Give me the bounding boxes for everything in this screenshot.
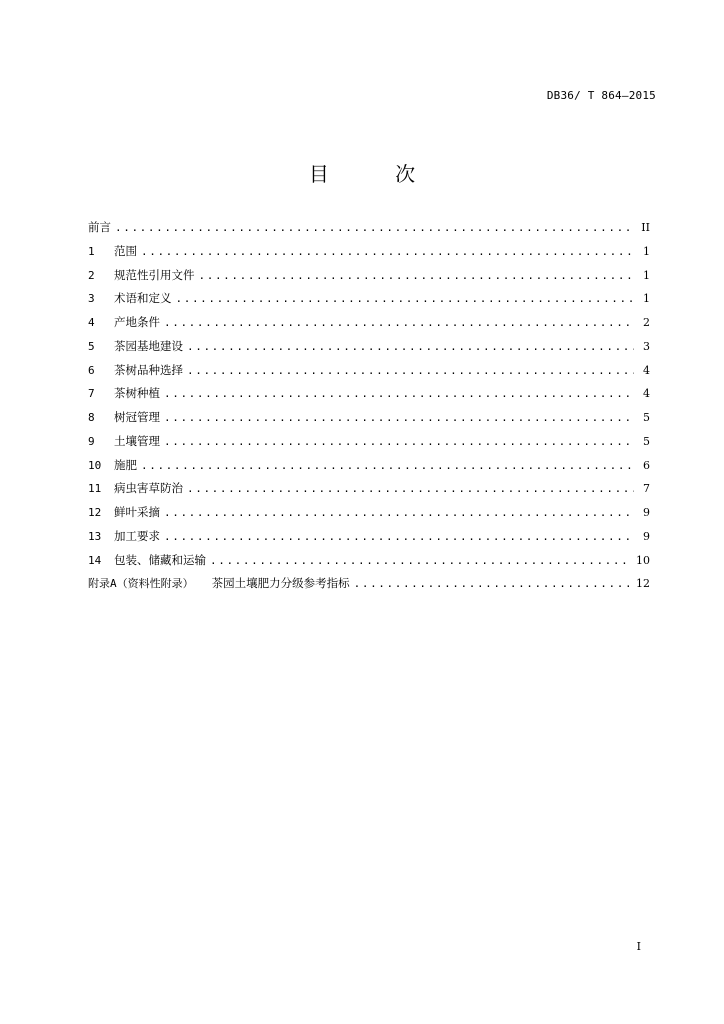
toc-entry-page: II <box>641 221 650 234</box>
toc-entry-number: 2 <box>88 268 95 282</box>
toc-entry-page: 6 <box>643 458 650 472</box>
toc-entry-number: 5 <box>88 339 95 353</box>
toc-entry[interactable] <box>88 216 650 240</box>
toc-dot-leader <box>176 287 635 311</box>
toc-entry-label <box>88 406 160 430</box>
toc-entry-label <box>88 287 172 311</box>
toc-entry-title: 土壤管理 <box>114 433 160 448</box>
toc-entry-title: 前言 <box>88 220 111 234</box>
toc-entry-label <box>88 430 160 454</box>
toc-entry-number: 12 <box>88 506 102 519</box>
toc-dot-leader <box>164 525 634 549</box>
toc-entry[interactable] <box>88 359 650 383</box>
toc-entry-number: 8 <box>88 411 95 424</box>
toc-entry[interactable] <box>88 454 650 478</box>
toc-entry[interactable] <box>88 311 650 335</box>
toc-entry[interactable] <box>88 430 650 454</box>
toc-entry-title: 树冠管理 <box>114 410 160 424</box>
toc-entry-number: 10 <box>88 458 102 472</box>
toc-entry-page: 1 <box>643 268 650 282</box>
toc-dot-leader <box>354 572 630 596</box>
toc-entry[interactable] <box>88 240 650 264</box>
toc-entry-number: 3 <box>88 292 95 306</box>
toc-entry[interactable] <box>88 406 650 430</box>
toc-dot-leader <box>187 477 634 501</box>
toc-entry-page: 3 <box>643 339 650 353</box>
toc-entry-number: 附录A（资料性附录） <box>88 577 194 591</box>
toc-dot-leader <box>164 406 634 430</box>
toc-entry-title: 规范性引用文件 <box>114 267 195 282</box>
toc-entry[interactable] <box>88 287 650 311</box>
toc-dot-leader <box>141 240 634 264</box>
toc-entry-title: 加工要求 <box>114 528 160 543</box>
toc-entry[interactable] <box>88 525 650 549</box>
toc-entry-number: 13 <box>88 529 102 543</box>
toc-entry-number: 1 <box>88 244 95 258</box>
toc-entry-label <box>88 501 160 525</box>
toc-entry-page: 5 <box>643 434 650 448</box>
toc-entry-title: 鲜叶采摘 <box>114 505 160 519</box>
toc-dot-leader <box>115 216 634 240</box>
toc-entry-page: 4 <box>643 387 650 401</box>
toc-entry-title: 范围 <box>114 243 137 258</box>
toc-entry-title: 包装、储藏和运输 <box>114 552 206 567</box>
toc-dot-leader <box>164 501 634 525</box>
toc-entry-label <box>88 572 350 596</box>
toc-entry-page: 12 <box>636 577 650 591</box>
toc-entry-label <box>88 477 183 501</box>
toc-entry-page: 4 <box>643 363 650 377</box>
toc-entry-page: 2 <box>643 316 650 329</box>
toc-entry-page: 9 <box>643 529 650 543</box>
toc-entry-page: 9 <box>643 506 650 519</box>
toc-entry-label <box>88 264 195 288</box>
toc-dot-leader <box>164 430 634 454</box>
toc-entry-number: 14 <box>88 553 102 567</box>
toc-dot-leader <box>187 359 634 383</box>
toc-dot-leader <box>210 549 630 573</box>
toc-entry-title: 术语和定义 <box>114 291 172 306</box>
toc-entry-label <box>88 335 183 359</box>
toc-entry[interactable] <box>88 501 650 525</box>
toc-entry[interactable] <box>88 477 650 501</box>
toc-entry-page: 7 <box>643 482 650 496</box>
toc-entry-number: 4 <box>88 316 95 329</box>
toc-entry-title: 茶园土壤肥力分级参考指标 <box>211 576 350 591</box>
toc-title: 目 次 <box>308 162 446 186</box>
toc-entry-title: 施肥 <box>114 457 137 472</box>
toc-entry-page: 10 <box>636 553 650 567</box>
toc-entry-label <box>88 382 160 406</box>
toc-entry-number: 7 <box>88 387 95 401</box>
toc-entry-label <box>88 359 183 383</box>
toc-entry[interactable] <box>88 335 650 359</box>
page-number: I <box>636 940 641 953</box>
toc-entry-page: 1 <box>643 292 650 306</box>
toc-entry-title: 茶树种植 <box>114 386 160 401</box>
standard-code: DB36/ T 864—2015 <box>546 89 656 102</box>
toc-entry-label <box>88 525 160 549</box>
toc-entry-page: 5 <box>643 411 650 424</box>
toc-entry-title: 茶园基地建设 <box>114 338 183 353</box>
toc-entry-number: 9 <box>88 434 95 448</box>
toc-dot-leader <box>164 311 634 335</box>
toc-entry[interactable] <box>88 382 650 406</box>
toc-entry-label <box>88 240 137 264</box>
toc-entry-label <box>88 549 206 573</box>
toc-entry-title: 茶树品种选择 <box>114 362 183 377</box>
toc-dot-leader <box>187 335 634 359</box>
toc-entry[interactable] <box>88 549 650 573</box>
toc-entry-label <box>88 216 111 240</box>
toc-entry-title: 病虫害草防治 <box>114 481 183 496</box>
toc-dot-leader <box>199 264 635 288</box>
toc-entry[interactable] <box>88 572 650 596</box>
toc-entry-label <box>88 454 137 478</box>
toc-dot-leader <box>141 454 634 478</box>
toc-entry-label <box>88 311 160 335</box>
toc-entry-page: 1 <box>643 244 650 258</box>
toc-dot-leader <box>164 382 634 406</box>
toc-entry-title: 产地条件 <box>114 315 160 329</box>
toc-entry-number: 6 <box>88 363 95 377</box>
table-of-contents <box>88 216 650 596</box>
toc-entry[interactable] <box>88 264 650 288</box>
toc-entry-number: 11 <box>88 482 102 496</box>
